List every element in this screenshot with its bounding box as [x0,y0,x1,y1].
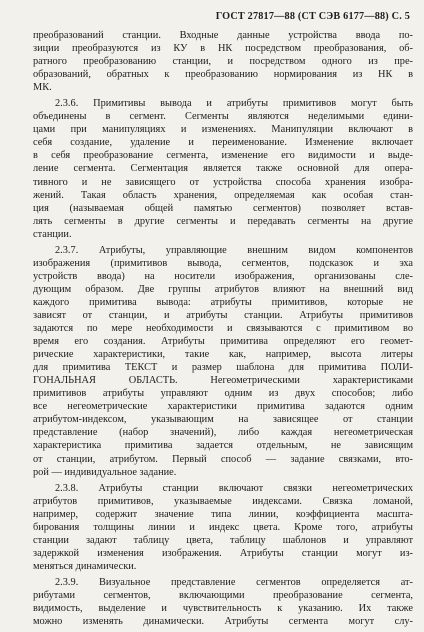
text-line: дующим образом. Две группы атрибутов влияют на внешний вид [33,283,413,295]
text-line: для примитива ТЕКСТ и размер шаблона для примитива ПОЛИ- [33,362,413,374]
text-line: можно изменять динамически. Атрибуты сегмента могут слу- [33,616,413,628]
text-line: станции. [33,228,72,240]
text-line: ГОНАЛЬНАЯ ОБЛАСТЬ. Негеометрическими характеристиками [33,375,413,387]
text-line: рические характеристики, такие как, например, высота литеры [33,349,413,361]
text-line: атрибутом-индексом, указывающим на зависящее от станции [33,414,413,426]
text-line: меняться динамически. [33,560,137,572]
text-line: от станции, атрибутом. Первый способ — задание связками, вто- [33,453,413,465]
text-line: в себя преобразование сегмента, изменение его видимости и выде- [33,150,413,162]
document-body [33,29,413,628]
text-line: жений. Такая область хранения, определяемая как особая стан- [33,189,413,201]
text-line: представление (набор значений), либо каждая негеометрическая [33,427,413,439]
text-line: объединены в сегмент. Сегменты являются неделимыми едини- [33,111,413,123]
text-line: образований, обратных к преобразованию нормирования из НК в [33,69,413,81]
text-line: бирования толщины линии и индекс цвета. Кроме того, атрибуты [33,521,413,533]
text-line: 2.3.7. Атрибуты, управляющие внешним видом компонентов [55,244,413,256]
text-line: 2.3.8. Атрибуты станции включают связки негеометрических [55,482,413,494]
text-line: устройств ввода) на носители изображения, организованы сле- [33,270,413,282]
text-line: задаются по мере необходимости и связываются с примитивом во [33,323,413,335]
text-line: станции задают таблицу цвета, таблицу шаблонов и управляют [33,534,413,546]
text-line: лять сегменты в другие сегменты и передавать сегменты на другие [33,215,413,227]
page-header: ГОСТ 27817—88 (СТ СЭВ 6177—88) С. 5 [215,11,410,22]
text-line: задержкой изменения изображения. Атрибуты станции могут из- [33,547,413,559]
text-line: примитивов атрибуты управляют одним из двух способов; либо [33,388,413,400]
text-line: 2.3.9. Визуальное представление сегментов определяется ат- [55,576,413,588]
text-line: время его создания. Атрибуты примитива определяют его геомет- [33,336,413,348]
text-line: все негеометрические характеристики примитива задаются одним [33,401,413,413]
text-line: 2.3.6. Примитивы вывода и атрибуты примитивов могут быть [55,98,413,110]
text-line: цами при манипуляциях и изменениях. Манипуляции включают в [33,124,413,136]
text-line: характеристика примитива задается отдельным, не зависящим [33,440,413,452]
text-line: ление сегмента. Сегментация является также основной для опера- [33,163,413,175]
text-line: преобразований станции. Входные данные устройства ввода по- [33,30,413,41]
text-line: себя создание, удаление и переименование. Изменение включает [33,137,413,149]
text-line: зависят от станции, и атрибуты станции. Атрибуты примитивов [33,309,413,321]
text-line: изображения (примитивов вывода, сегментов, подсказок и эха [33,257,413,269]
text-line: видимость, выделение и чувствительность к указанию. Их также [33,603,413,615]
text-line: рибутами сегментов, включающими преобразование сегмента, [33,589,413,601]
text-line: атрибутов примитивов, указываемые индексами. Связка ломаной, [33,495,413,507]
text-line: например, содержит значение типа линии, коэффициента масшта- [33,508,413,520]
text-line: МК. [33,82,52,94]
text-line: рой — индивидуальное задание. [33,466,177,478]
text-line: ция (называемая общей памятью сегментов) позволяет встав- [33,202,413,214]
text-line: ратного преобразованию станции, и посредством одного из пре- [33,56,413,68]
text-line: тивного и не зависящего от устройства способа хранения изобра- [33,176,413,188]
text-line: зиции преобразуются из КУ в НК посредством преобразования, об- [33,43,413,55]
text-line: каждого примитива вывода: атрибуты примитивов, которые не [33,296,413,308]
